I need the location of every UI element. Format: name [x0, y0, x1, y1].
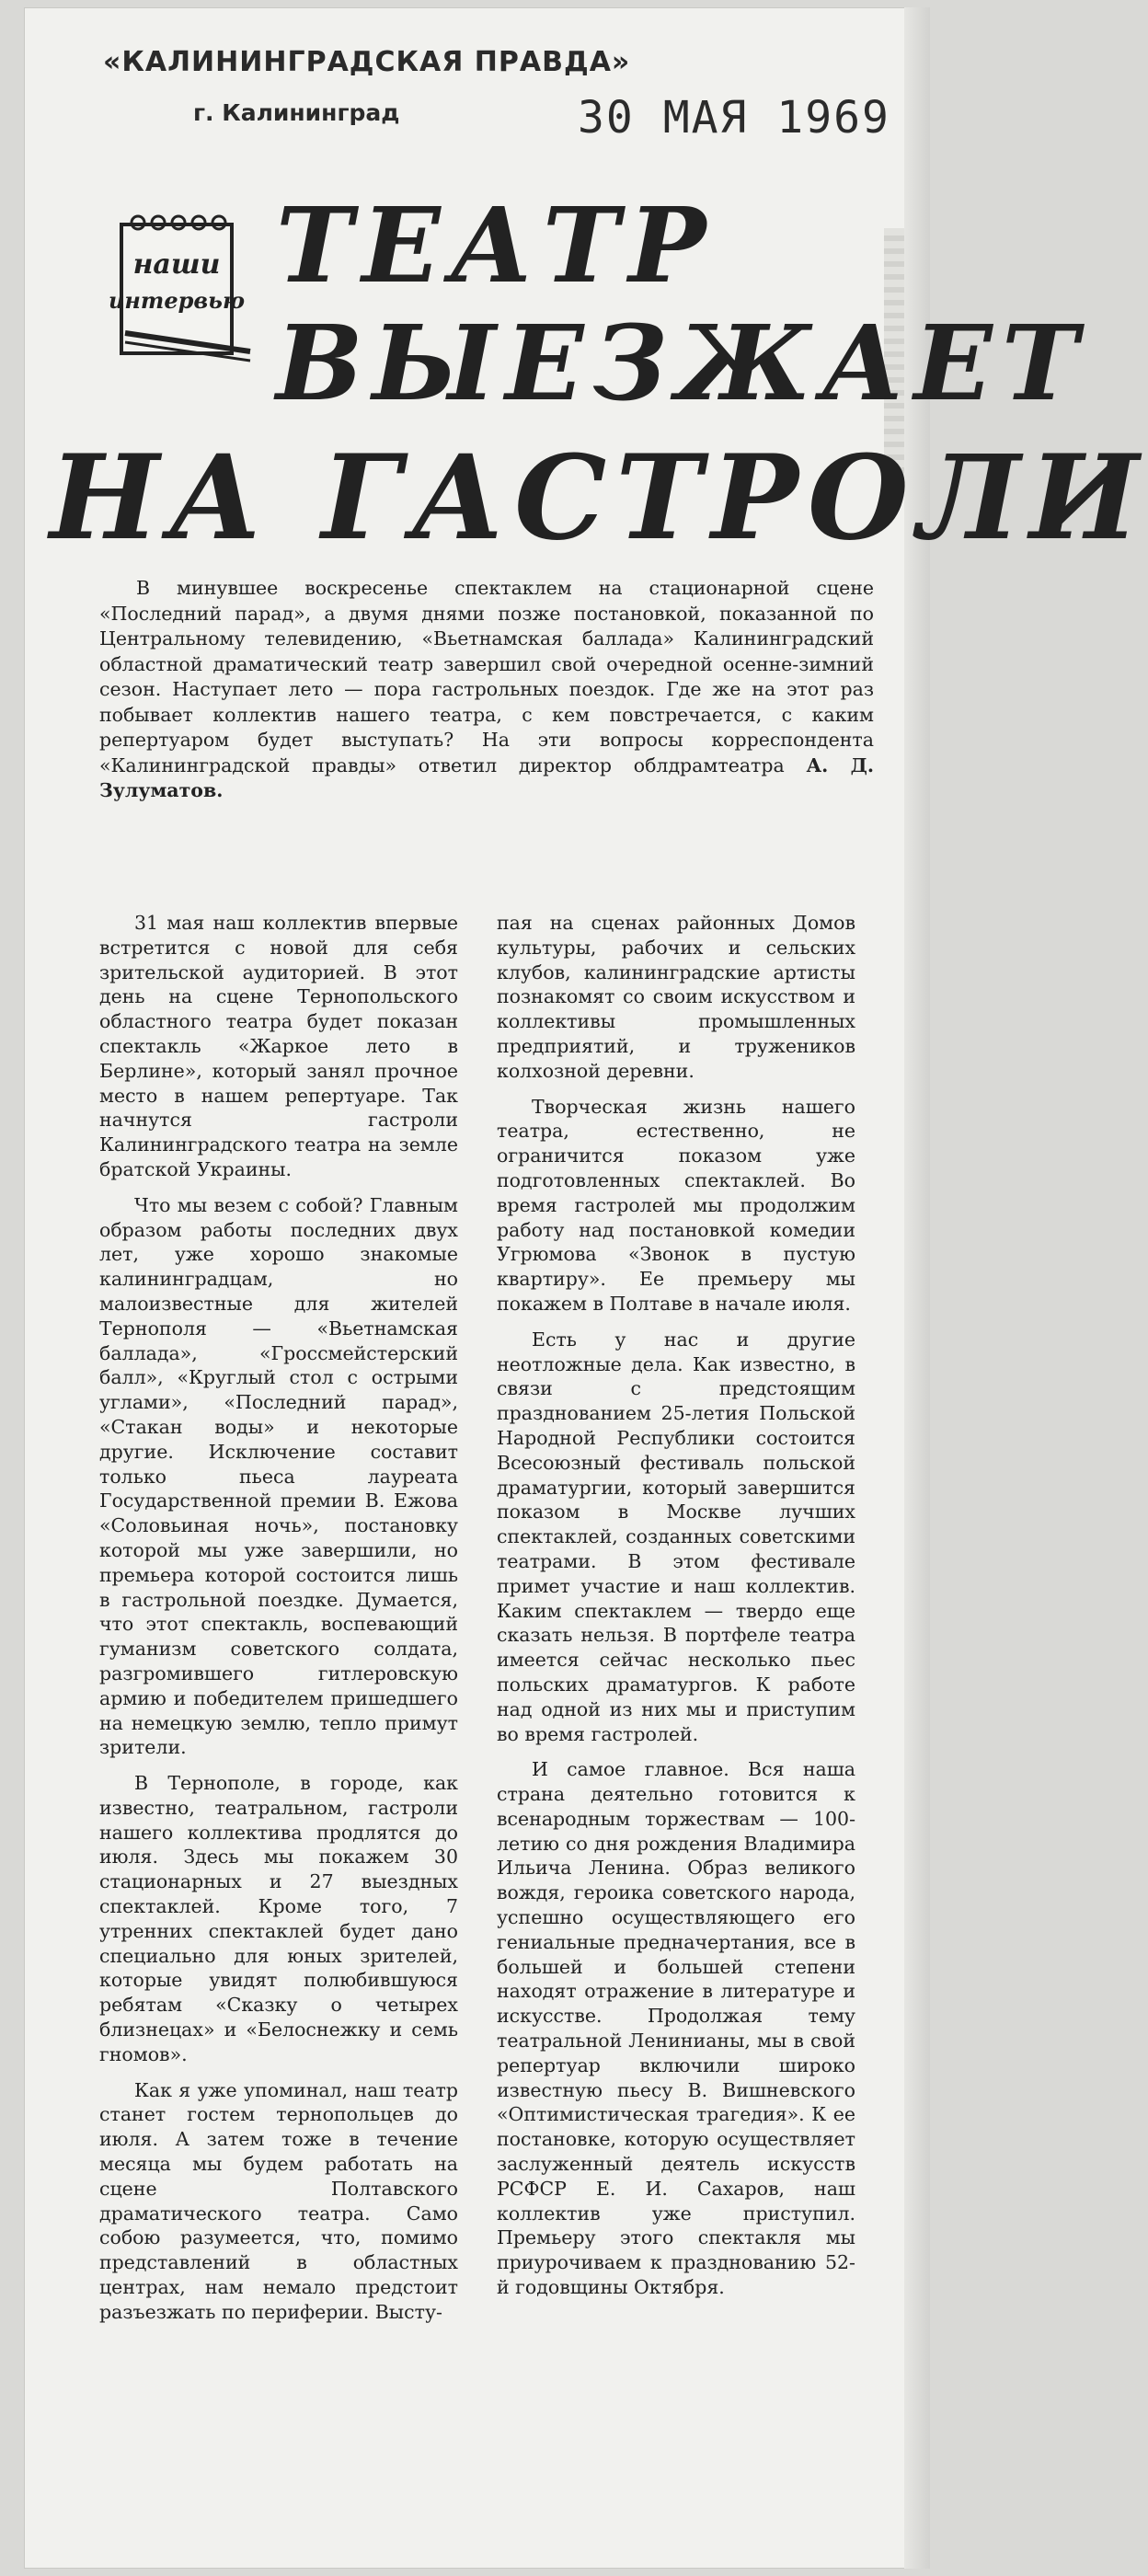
headline-line-3: НА ГАСТРОЛИ	[50, 430, 1148, 566]
newspaper-city: г. Калининград	[193, 99, 400, 126]
paragraph: Как я уже упоминал, наш театр станет гостем тернопольцев до июля. А затем тоже в течение месяца мы будем работать на сцене Полтавского драматического театра. Само собою разумеется, что, помимо представлений в областных центрах, нам немало предстоит разъезжать по периферии. Высту-	[99, 2078, 458, 2323]
paragraph-continued: пая на сценах районных Домов культуры, рабочих и сельских клубов, калининградские артисты познакомят со своим искусством и коллективы промышленных предприятий, и тружеников колхозной деревни.	[497, 912, 855, 1082]
lead-text: В минувшее воскресенье спектаклем на стационарной сцене «Последний парад», а двумя днями позже постановкой, показанной по Центральному телевидению, «Вьетнамская баллада» Калининградский областной драматический театр завершил свой очередной осенне-зимний сезон. Наступает лето — пора гастрольных поездок. Где же на этот раз побывает коллектив нашего театра, с кем повстречается, с каким репертуаром будет выступать? На эти вопросы корреспондента «Калининградской правды» ответил директор облдрамтеатра	[99, 577, 874, 776]
paragraph: Творческая жизнь нашего театра, естественно, не ограничится показом уже подготовленных спектаклей. Во время гастролей мы продолжим работу над постановкой комедии Угрюмова «Звонок в пустую квартиру». Ее премьеру мы покажем в Полтаве в начале июля.	[497, 1095, 855, 1315]
paragraph: В Тернополе, в городе, как известно, театральном, гастроли нашего коллектива продлятся до июля. Здесь мы покажем 30 стационарных и 27 выездных спектаклей. Кроме того, 7 утренних спектаклей будет дано специально для юных зрителей, которые увидят полюбившуюся ребятам «Сказку о четырех близнецах» и «Белоснежку и семь гномов».	[99, 1772, 458, 2065]
date-stamp: 30 МАЯ 1969	[578, 92, 890, 144]
rubric-line-1: наши	[132, 248, 221, 281]
paragraph: 31 мая наш коллектив впервые встретится с новой для себя зрительской аудиторией. В этот день на сцене Тернопольского областного театра будет показан спектакль «Жаркое лето в Берлине», который занял прочное место в нашем репертуаре. Так начнутся гастроли Калининградского театра на земле братской Украины.	[99, 912, 458, 1180]
headline-line-2: ВЫЕЗЖАЕТ	[276, 304, 1088, 424]
article-column-right	[497, 911, 855, 2311]
paragraph: Есть у нас и другие неотложные дела. Как известно, в связи с предстоящим празднованием 25-летия Польской Народной Республики состоится Всесоюзный фестиваль польской драматургии, который завершится показом в Москве лучших спектаклей, созданных советскими театрами. В этом фестивале примет участие и наш коллектив. Каким спектаклем — твердо еще сказать нельзя. В портфеле театра имеется сейчас несколько пьес польских драматургов. К работе над одной из них мы и приступим во время гастролей.	[497, 1328, 855, 1745]
interviewee-signature: А. Д. Зулуматов.	[99, 753, 874, 801]
headline-line-1: ТЕАТР	[276, 186, 716, 306]
paragraph: Что мы везем с собой? Главным образом работы последних двух лет, уже хорошо знакомые калининградцам, но малоизвестные для жителей Тернополя — «Вьетнамская баллада», «Гроссмейстерский балл», «Круглый стол с острыми углами», «Последний парад», «Стакан воды» и некоторые другие. Исключение составит только пьеса лауреата Государственной премии В. Ежова «Соловьиная ночь», постановку которой мы уже завершили, но премьера которой состоится лишь в гастрольной поездке. Думается, что этот спектакль, воспевающий гуманизм советского солдата, разгромившего гитлеровскую армию и победителем пришедшего на немецкую землю, тепло примут зрители.	[99, 1193, 458, 1759]
rubric-line-2: интервью	[108, 287, 246, 314]
paragraph: И самое главное. Вся наша страна деятельно готовится к всенародным торжествам — 100-летию со дня рождения Владимира Ильича Ленина. Образ великого вождя, героика советского народа, успешно осуществляющего его гениальные предначертания, все в большей и большей степени находят отражение в литературе и искусстве. Продолжая тему театральной Ленинианы, мы в свой репертуар включили широко известную пьесу В. Вишневского «Оптимистическая трагедия». К ее постановке, которую осуществляет заслуженный деятель искусств РСФСР Е. И. Сахаров, наш коллектив уже приступил. Премьеру этого спектакля мы приурочиваем к празднованию 52-й годовщины Октября.	[497, 1758, 855, 2299]
lead-paragraph	[99, 576, 874, 804]
newspaper-name: «КАЛИНИНГРАДСКАЯ ПРАВДА»	[103, 46, 631, 78]
rubric-notebook-icon	[108, 213, 259, 374]
notebook-icon	[108, 213, 259, 374]
article-column-left	[99, 911, 458, 2336]
